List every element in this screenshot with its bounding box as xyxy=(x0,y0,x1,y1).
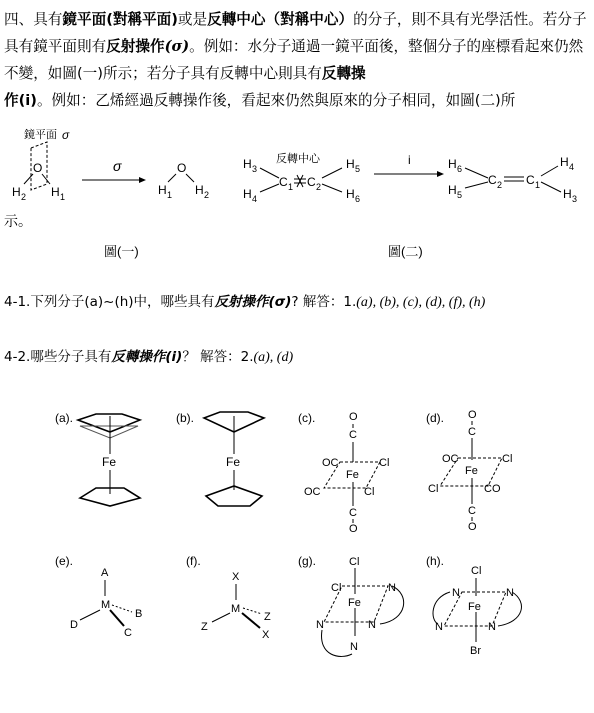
g-n-right: N xyxy=(368,619,376,631)
water-oxygen: O xyxy=(33,161,43,175)
eth-c1: C xyxy=(279,175,288,189)
bond2-o-h1 xyxy=(168,174,176,182)
h-n-lower-left: N xyxy=(435,621,443,633)
water2-h1: H xyxy=(158,183,167,197)
eth-h5-sub: 5 xyxy=(355,164,361,174)
e-A: A xyxy=(101,567,109,579)
term-inversion-op: 反轉操 xyxy=(321,65,366,82)
label-d: (d). xyxy=(426,411,444,425)
eth-h4: H xyxy=(243,187,252,201)
sigma-arrow-head xyxy=(139,177,146,183)
eth-c2-sub: 2 xyxy=(316,182,322,192)
c-bottom-o: O xyxy=(349,523,358,535)
intro-seg4: 。例如：水分子通過一鏡平面後，整個分子的座標看起來仍然不變，如圖(一)所示；若分子具有反轉中心則具有 xyxy=(4,38,584,82)
eth-c1-sub: 1 xyxy=(288,182,294,192)
figure-one-caption: 圖(一) xyxy=(104,244,139,259)
q2-answer: (a), (d) xyxy=(253,350,294,365)
sigma-symbol: (σ) xyxy=(164,38,190,55)
intro-seg5: 。例如：乙烯經過反轉操作後，看起來仍然與原來的分子相同，如圖(二)所 xyxy=(36,92,516,109)
symmetry-figures xyxy=(0,118,594,268)
eth-h6-sub: 6 xyxy=(355,194,361,204)
metal-b: Fe xyxy=(226,455,241,469)
h-n-upper-left: N xyxy=(452,587,460,599)
eth2-c1: C xyxy=(526,173,535,187)
eth-h4-sub: 4 xyxy=(252,194,258,204)
water-h2-sub: 2 xyxy=(21,192,27,202)
mirror-plane-label: 鏡平面 xyxy=(24,129,57,141)
c-bottom-c: C xyxy=(349,507,357,519)
label-c: (c). xyxy=(298,411,316,425)
question-4-1 xyxy=(4,290,485,311)
label-h: (h). xyxy=(426,554,444,568)
bond2-c1-h4 xyxy=(541,166,558,176)
molecule-g xyxy=(298,554,404,656)
eth2-h4-sub: 4 xyxy=(569,162,575,172)
question-4-2 xyxy=(4,345,293,366)
eth-h3: H xyxy=(243,157,252,171)
c-top-o: O xyxy=(349,411,358,423)
molecule-a xyxy=(55,411,140,506)
f-M: M xyxy=(231,603,241,615)
term-reflection-op: 反射操作 xyxy=(106,38,165,55)
bond-c2-h6 xyxy=(322,184,342,192)
eth2-h6-sub: 6 xyxy=(457,164,463,174)
g-n-bottom: N xyxy=(350,641,358,653)
q1-answer: (a), (b), (c), (d), (f), (h) xyxy=(356,295,486,310)
h-metal: Fe xyxy=(468,601,481,613)
molecule-h xyxy=(426,554,521,657)
intro-seg1: 四、具有 xyxy=(4,11,63,28)
c-cl-upper: Cl xyxy=(379,457,390,469)
e-bond-c xyxy=(110,610,124,626)
eth2-c1-sub: 1 xyxy=(535,180,541,190)
eth2-c2-sub: 2 xyxy=(497,180,503,190)
eth-h5: H xyxy=(346,157,355,171)
bond2-c1-h3 xyxy=(541,182,561,192)
eth2-h6: H xyxy=(448,157,457,171)
f-Z-left: Z xyxy=(201,621,208,633)
eth2-h5: H xyxy=(448,183,457,197)
bond-c1-h3 xyxy=(260,168,279,178)
term-inversion-op-2: 作(i) xyxy=(4,92,37,109)
figure-one-water xyxy=(12,127,209,202)
g-metal: Fe xyxy=(348,597,361,609)
c-metal: Fe xyxy=(346,469,359,481)
molecule-d xyxy=(426,409,512,533)
d-oc: OC xyxy=(442,453,459,465)
c-oc-lower: OC xyxy=(304,486,321,498)
figure-two-caption: 圖(二) xyxy=(388,244,423,259)
c-top-c: C xyxy=(349,429,357,441)
d-bottom-c: C xyxy=(468,505,476,517)
g-n-upper: N xyxy=(388,582,396,594)
molecule-c xyxy=(298,411,389,535)
water2-h2-sub: 2 xyxy=(204,190,210,200)
e-M: M xyxy=(101,599,111,611)
label-b: (b). xyxy=(176,411,194,425)
f-bond-z-left xyxy=(212,613,230,622)
f-X-bottom: X xyxy=(262,629,270,641)
e-B: B xyxy=(135,608,143,620)
e-C: C xyxy=(124,627,132,639)
bond2-c2-h5 xyxy=(465,182,488,188)
d-bottom-o: O xyxy=(468,521,477,533)
h-n-lower-right: N xyxy=(488,621,496,633)
molecule-b xyxy=(176,411,264,506)
f-bond-x-bottom xyxy=(242,613,260,628)
bond-c1-h4 xyxy=(260,184,279,192)
d-top-c: C xyxy=(468,426,476,438)
intro-seg3: 的分子，則不具有光學活性。若分子具有鏡平面則有 xyxy=(4,11,587,55)
eth-h3-sub: 3 xyxy=(252,164,258,174)
e-D: D xyxy=(70,619,78,631)
term-symmetry-center: （對稱中心） xyxy=(265,11,354,28)
water2-h1-sub: 1 xyxy=(167,190,173,200)
e-bond-b xyxy=(112,605,132,612)
molecule-e xyxy=(55,554,142,639)
water-h1-sub: 1 xyxy=(60,192,66,202)
water2-oxygen: O xyxy=(177,161,187,175)
eth2-h4: H xyxy=(560,155,569,169)
d-cl-lower: Cl xyxy=(428,483,439,495)
bond2-c2-h6 xyxy=(465,168,488,178)
water-h1: H xyxy=(51,185,60,199)
d-co: CO xyxy=(484,483,501,495)
d-metal: Fe xyxy=(465,465,478,477)
water-h2: H xyxy=(12,185,21,199)
g-n-left: N xyxy=(316,619,324,631)
g-chelate-left xyxy=(322,630,352,656)
q1-mid: ? 解答：1. xyxy=(291,294,357,310)
metal-a: Fe xyxy=(102,455,117,469)
term-mirror-plane: 鏡平面 xyxy=(62,11,107,28)
intro-paragraph xyxy=(4,6,590,114)
label-a: (a). xyxy=(55,411,73,425)
bond2-o-h2 xyxy=(186,174,194,182)
e-bond-d xyxy=(80,610,100,620)
d-cl-upper: Cl xyxy=(502,453,513,465)
q2-emphasis: 反轉操作(i) xyxy=(111,349,183,365)
term-symmetry-plane: (對稱平面) xyxy=(106,11,178,28)
d-top-o: O xyxy=(468,409,477,421)
i-arrow-head xyxy=(437,171,444,177)
eth2-h3: H xyxy=(563,187,572,201)
g-cl-left: Cl xyxy=(331,582,342,594)
g-cl-top: Cl xyxy=(349,556,360,568)
bond-o-h1 xyxy=(42,174,50,184)
label-e: (e). xyxy=(55,554,73,568)
c-oc-upper: OC xyxy=(322,457,339,469)
i-op-symbol: i xyxy=(408,153,411,167)
mirror-plane-sigma: σ xyxy=(62,128,70,142)
eth-h6: H xyxy=(346,187,355,201)
bond-c2-h5 xyxy=(322,168,342,178)
q2-mid: ？ 解答：2. xyxy=(182,349,254,365)
q1-emphasis: 反射操作(σ) xyxy=(214,294,292,310)
f-bond-z-right xyxy=(243,608,262,614)
water2-h2: H xyxy=(195,183,204,197)
eth2-c2: C xyxy=(488,173,497,187)
eth2-h3-sub: 3 xyxy=(572,194,578,204)
label-g: (g). xyxy=(298,554,316,568)
molecule-f xyxy=(186,554,271,641)
label-f: (f). xyxy=(186,554,201,568)
inversion-center-label: 反轉中心 xyxy=(276,153,320,165)
h-br: Br xyxy=(470,645,481,657)
figure-two-ethylene xyxy=(243,151,577,204)
bond-o-h2 xyxy=(24,174,33,184)
eth2-h5-sub: 5 xyxy=(457,190,463,200)
q1-prefix: 4-1.下列分子(a)~(h)中，哪些具有 xyxy=(4,294,215,310)
h-cl: Cl xyxy=(471,565,482,577)
intro-seg2: 或是 xyxy=(177,11,208,28)
q2-prefix: 4-2.哪些分子具有 xyxy=(4,349,112,365)
h-n-upper-right: N xyxy=(506,587,514,599)
term-inversion-center: 反轉中心 xyxy=(207,11,266,28)
f-Z-right: Z xyxy=(264,611,271,623)
sigma-op-symbol: σ xyxy=(113,158,122,174)
molecule-grid xyxy=(0,398,594,698)
eth-c2: C xyxy=(307,175,316,189)
intro-seg6: 示。 xyxy=(4,213,32,229)
c-cl-lower: Cl xyxy=(364,486,375,498)
f-X-top: X xyxy=(232,571,240,583)
